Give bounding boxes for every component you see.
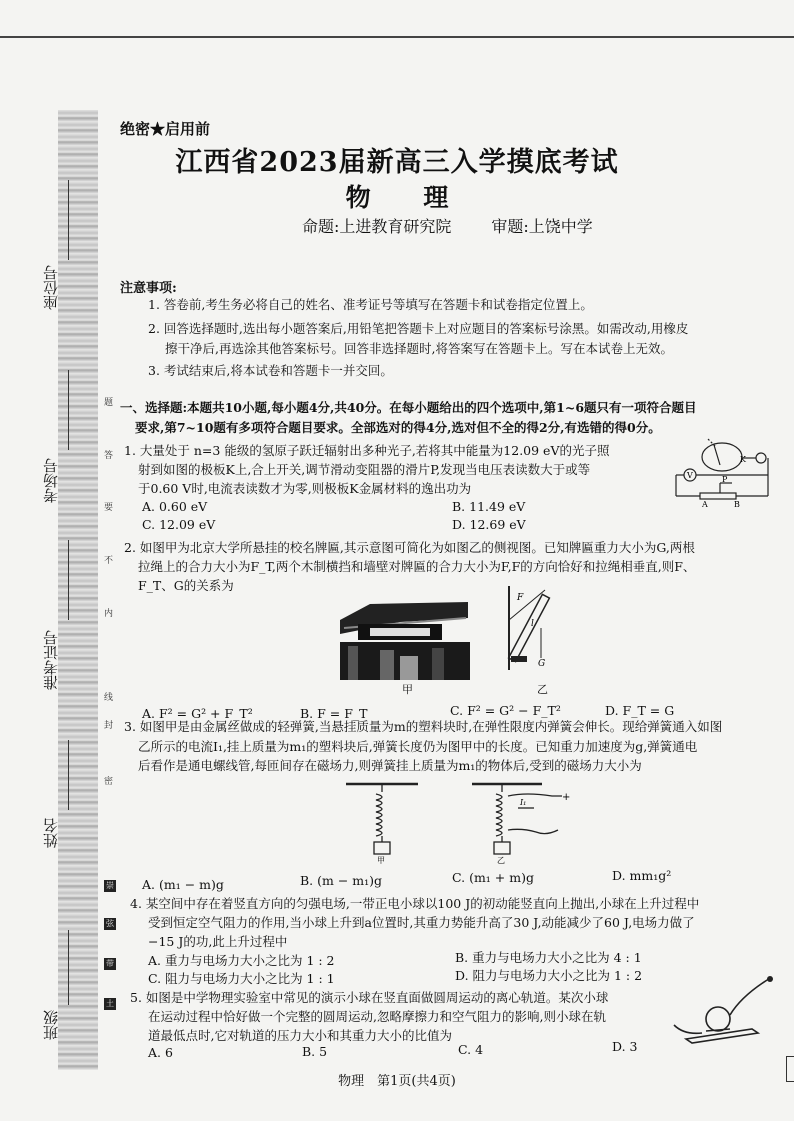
ticket-line <box>68 540 69 620</box>
option-d: D. 3 <box>612 1039 638 1054</box>
fig-caption-jia: 甲 <box>377 856 385 865</box>
option-c: C. 4 <box>458 1042 484 1057</box>
option-c: C. (m₁ + m)g <box>452 870 534 885</box>
name-line <box>68 740 69 810</box>
option-d: D. F_T = G <box>605 703 675 718</box>
question-text: 3. 如图甲是由金属丝做成的轻弹簧,当悬挂质量为m的塑料块时,在弹性限度内弹簧会伸长。现给弹簧通入如图 <box>124 719 723 734</box>
option-b: B. 11.49 eV <box>452 499 526 514</box>
gravity-label: G <box>538 659 546 669</box>
seal-char-dark: 崇 <box>106 881 114 890</box>
seal-char: 密 <box>104 777 114 787</box>
seal-char: 答 <box>104 451 114 461</box>
fig-label-v: V <box>687 471 693 480</box>
room-line <box>68 370 69 450</box>
notes-title: 注意事项: <box>120 281 177 296</box>
option-c: C. F² = G² − F_T² <box>450 703 561 718</box>
option-d: D. 阻力与电场力大小之比为 1 : 2 <box>455 968 643 983</box>
plaque-side-view <box>505 586 567 670</box>
fig-caption-yi: 乙 <box>537 683 548 696</box>
ticket-label: 准考证号 <box>42 630 60 690</box>
seal-char: 题 <box>104 398 114 408</box>
note-item: 3. 考试结束后,将本试卷和答题卡一并交回。 <box>148 363 393 378</box>
question-text: 1. 大量处于 n=3 能级的氢原子跃迁辐射出多种光子,若将其中能量为12.09 eV的光子照 <box>124 443 610 458</box>
seal-char: 不 <box>104 556 114 566</box>
section-heading: 一、选择题:本题共10小题,每小题4分,共40分。在每小题给出的四个选项中,第1~6题只有一项符合题目 <box>120 400 697 415</box>
force-label-f: F <box>517 593 524 603</box>
note-item: 擦干净后,再选涂其他答案标号。回答非选择题时,将答案写在答题卡上。写在本试卷上无效。 <box>165 341 673 356</box>
question-text: 乙所示的电流I₁,挂上质量为m₁的塑料块后,弹簧长度仍为图甲中的长度。已知重力加速度为g,弹簧通电 <box>138 739 698 754</box>
class-line <box>68 930 69 1005</box>
seal-char: 线 <box>104 693 114 703</box>
spring-figures <box>346 780 576 864</box>
seal-char: 封 <box>104 721 114 731</box>
question-text: 受到恒定空气阻力的作用,当小球上升到a位置时,其重力势能升高了30 J,动能减少了60 J,电场力做了 <box>148 915 695 930</box>
question-text: 2. 如图甲为北京大学所悬挂的校名牌匾,其示意图可简化为如图乙的侧视图。已知牌匾重力大小为G,两根 <box>124 540 695 555</box>
plaque-photo <box>340 598 470 680</box>
option-a: A. F² = G² + F_T² <box>142 706 253 721</box>
question-text: 于0.60 V时,电流表读数才为零,则极板K金属材料的逸出功为 <box>138 481 472 496</box>
option-a: A. (m₁ − m)g <box>142 877 224 892</box>
question-text: 4. 某空间中存在着竖直方向的匀强电场,一带正电小球以100 J的初动能竖直向上抛出,小球在上升过程中 <box>130 896 700 911</box>
option-b: B. 重力与电场力大小之比为 4 : 1 <box>455 950 642 965</box>
fig-caption-yi: 乙 <box>497 856 505 865</box>
class-label: 班级 <box>42 1010 60 1040</box>
binding-strip <box>58 110 98 1070</box>
option-c: C. 阻力与电场力大小之比为 1 : 1 <box>148 971 335 986</box>
question-text: 在运动过程中恰好做一个完整的圆周运动,忽略摩擦力和空气阻力的影响,则小球在轨 <box>148 1009 606 1024</box>
name-label: 姓名 <box>42 818 60 848</box>
loop-track-figure <box>672 975 778 1045</box>
subject-title: 物 理 <box>345 183 471 212</box>
rope-label: l <box>531 619 534 629</box>
note-item: 1. 答卷前,考生务必将自己的姓名、准考证号等填写在答题卡和试卷指定位置上。 <box>148 297 593 312</box>
seal-char-dark: 带 <box>106 959 114 968</box>
credits <box>302 214 593 237</box>
option-a: A. 重力与电场力大小之比为 1 : 2 <box>148 953 335 968</box>
photoelectric-circuit-figure <box>672 437 772 513</box>
question-text: F_T、G的关系为 <box>138 578 234 593</box>
option-a: A. 0.60 eV <box>142 499 208 514</box>
question-text: 拉绳上的合力大小为F_T,两个木制横挡和墙壁对牌匾的合力大小为F,F的方向恰好和拉绳相垂直,则F、 <box>138 559 696 574</box>
option-b: B. F = F_T <box>300 706 368 721</box>
seat-label: 座位号 <box>42 265 60 310</box>
seal-char: 内 <box>104 609 114 619</box>
option-d: D. 12.69 eV <box>452 517 526 532</box>
seal-char-dark: 弦 <box>106 919 114 928</box>
question-text: 射到如图的极板K上,合上开关,调节滑动变阻器的滑片P,发现当电压表读数大于或等 <box>138 462 591 477</box>
setter: 命题:上进教育研究院 <box>302 217 452 236</box>
scan-border-line <box>0 36 794 38</box>
option-b: B. 5 <box>302 1044 328 1059</box>
question-text: 5. 如图是中学物理实验室中常见的演示小球在竖直面做圆周运动的离心轨道。某次小球 <box>130 990 609 1005</box>
fig-label-p: P <box>722 475 728 484</box>
reviewer: 审题:上饶中学 <box>491 217 593 236</box>
option-a: A. 6 <box>148 1045 173 1060</box>
option-b: B. (m − m₁)g <box>300 873 383 888</box>
room-label: 考场号 <box>42 458 60 503</box>
note-item: 2. 回答选择题时,选出每小题答案后,用铅笔把答题卡上对应题目的答案标号涂黑。如需改动,用橡皮 <box>148 321 689 336</box>
option-d: D. mm₁g² <box>612 868 672 883</box>
question-text: −15 J的功,此上升过程中 <box>148 934 288 949</box>
fig-label-a: A <box>702 500 708 509</box>
current-label: I₁ <box>520 798 527 807</box>
option-c: C. 12.09 eV <box>142 517 216 532</box>
question-text: 道最低点时,它对轨道的压力大小和其重力大小的比值为 <box>148 1028 452 1043</box>
terminal-sign: + <box>562 792 571 803</box>
seal-char: 要 <box>104 503 114 513</box>
fig-label-k: K <box>740 455 746 464</box>
exam-title: 江西省2023届新高三入学摸底考试 <box>175 147 619 178</box>
fig-label-b: B <box>734 500 740 509</box>
confidential-mark: 绝密★启用前 <box>120 120 211 138</box>
section-heading: 要求,第7~10题有多项符合题目要求。全部选对的得4分,选对但不全的得2分,有选错的得0分。 <box>135 420 661 435</box>
seal-char-dark: 土 <box>106 999 114 1008</box>
question-text: 后看作是通电螺线管,每匝间存在磁场力,则弹簧挂上质量为m₁的物体后,受到的磁场力大小为 <box>138 758 642 773</box>
page-footer: 物理 第1页(共4页) <box>338 1074 456 1089</box>
fig-caption-jia: 甲 <box>402 683 413 696</box>
